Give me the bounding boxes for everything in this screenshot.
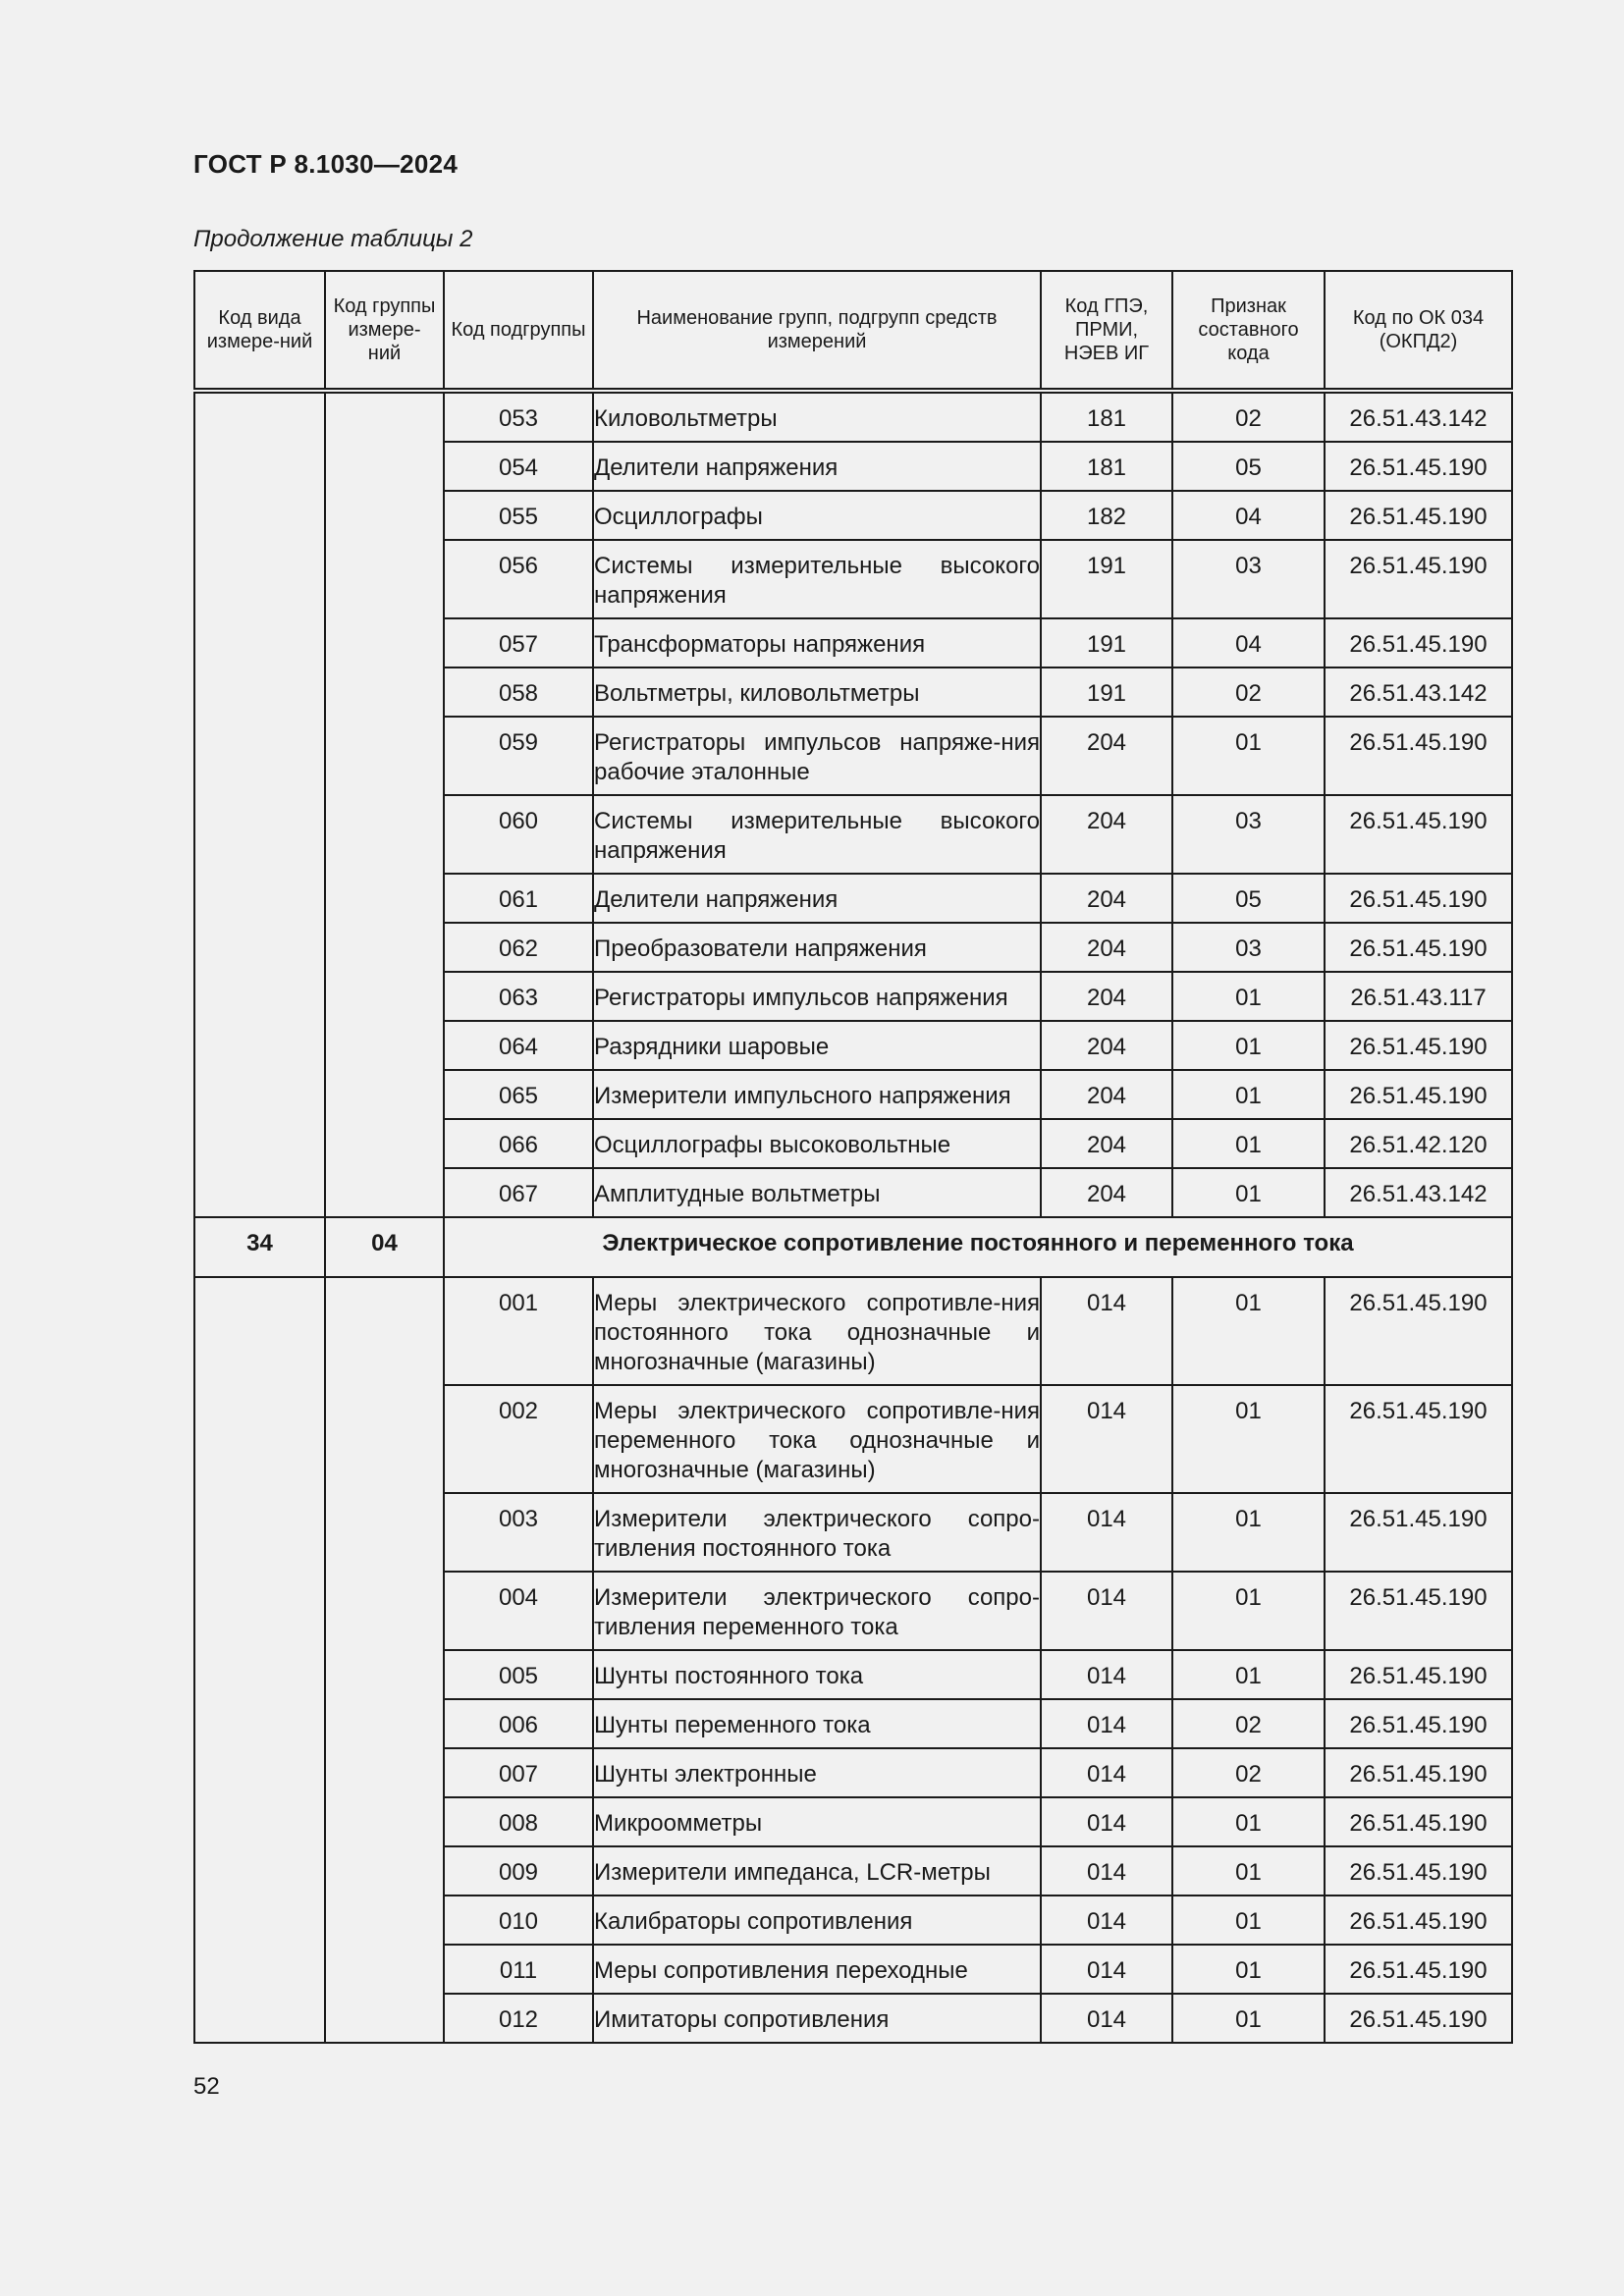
okpd-code-cell: 26.51.43.142	[1325, 1168, 1512, 1217]
gpe-code-cell: 181	[1041, 442, 1172, 491]
okpd-code-cell: 26.51.45.190	[1325, 874, 1512, 923]
okpd-code-cell: 26.51.43.142	[1325, 667, 1512, 717]
composite-sign-cell: 02	[1172, 1699, 1325, 1748]
header-composite-sign: Признак составного кода	[1172, 271, 1325, 391]
instrument-name-cell: Разрядники шаровые	[593, 1021, 1041, 1070]
subgroup-code-cell: 011	[444, 1945, 593, 1994]
table-row	[194, 1277, 1512, 1385]
composite-sign-cell: 01	[1172, 1119, 1325, 1168]
composite-sign-cell: 01	[1172, 1021, 1325, 1070]
subgroup-code-cell: 064	[444, 1021, 593, 1070]
composite-sign-cell: 05	[1172, 874, 1325, 923]
composite-sign-cell: 01	[1172, 1070, 1325, 1119]
subgroup-code-cell: 059	[444, 717, 593, 795]
group-code-cell-empty	[325, 391, 444, 1217]
header-name: Наименование групп, подгрупп средств измерений	[593, 271, 1041, 391]
instrument-name-cell: Системы измерительные высокого напряжения	[593, 540, 1041, 618]
okpd-code-cell: 26.51.45.190	[1325, 1021, 1512, 1070]
instrument-name-cell: Шунты переменного тока	[593, 1699, 1041, 1748]
subgroup-code-cell: 002	[444, 1385, 593, 1493]
instrument-name-cell: Измерители импульсного напряжения	[593, 1070, 1041, 1119]
subgroup-code-cell: 061	[444, 874, 593, 923]
composite-sign-cell: 01	[1172, 1385, 1325, 1493]
subgroup-code-cell: 009	[444, 1846, 593, 1896]
instrument-name-cell: Делители напряжения	[593, 442, 1041, 491]
subgroup-code-cell: 058	[444, 667, 593, 717]
gpe-code-cell: 204	[1041, 717, 1172, 795]
okpd-code-cell: 26.51.45.190	[1325, 795, 1512, 874]
subgroup-code-cell: 001	[444, 1277, 593, 1385]
instrument-name-cell: Калибраторы сопротивления	[593, 1896, 1041, 1945]
composite-sign-cell: 03	[1172, 923, 1325, 972]
okpd-code-cell: 26.51.45.190	[1325, 1846, 1512, 1896]
gpe-code-cell: 014	[1041, 1385, 1172, 1493]
instruments-table	[193, 270, 1513, 2044]
header-gpe-code: Код ГПЭ, ПРМИ, НЭЕВ ИГ	[1041, 271, 1172, 391]
instrument-name-cell: Осциллографы высоковольтные	[593, 1119, 1041, 1168]
okpd-code-cell: 26.51.45.190	[1325, 1070, 1512, 1119]
subgroup-code-cell: 056	[444, 540, 593, 618]
composite-sign-cell: 02	[1172, 1748, 1325, 1797]
okpd-code-cell: 26.51.45.190	[1325, 1699, 1512, 1748]
gpe-code-cell: 204	[1041, 1021, 1172, 1070]
header-group-code: Код группы измере-ний	[325, 271, 444, 391]
gpe-code-cell: 014	[1041, 1650, 1172, 1699]
composite-sign-cell: 05	[1172, 442, 1325, 491]
instrument-name-cell: Вольтметры, киловольтметры	[593, 667, 1041, 717]
subgroup-code-cell: 004	[444, 1572, 593, 1650]
okpd-code-cell: 26.51.45.190	[1325, 923, 1512, 972]
subgroup-code-cell: 063	[444, 972, 593, 1021]
gpe-code-cell: 014	[1041, 1493, 1172, 1572]
okpd-code-cell: 26.51.45.190	[1325, 1748, 1512, 1797]
gpe-code-cell: 191	[1041, 540, 1172, 618]
okpd-code-cell: 26.51.45.190	[1325, 1896, 1512, 1945]
table-row	[194, 391, 1512, 442]
composite-sign-cell: 01	[1172, 1797, 1325, 1846]
okpd-code-cell: 26.51.43.117	[1325, 972, 1512, 1021]
gpe-code-cell: 204	[1041, 795, 1172, 874]
gpe-code-cell: 014	[1041, 1797, 1172, 1846]
composite-sign-cell: 01	[1172, 972, 1325, 1021]
gpe-code-cell: 014	[1041, 1699, 1172, 1748]
instrument-name-cell: Регистраторы импульсов напряже-ния рабочие эталонные	[593, 717, 1041, 795]
header-kind-code: Код вида измере-ний	[194, 271, 325, 391]
instrument-name-cell: Делители напряжения	[593, 874, 1041, 923]
subgroup-code-cell: 007	[444, 1748, 593, 1797]
gpe-code-cell: 014	[1041, 1896, 1172, 1945]
composite-sign-cell: 01	[1172, 1994, 1325, 2043]
composite-sign-cell: 01	[1172, 1846, 1325, 1896]
gpe-code-cell: 204	[1041, 923, 1172, 972]
composite-sign-cell: 01	[1172, 1650, 1325, 1699]
table-caption: Продолжение таблицы 2	[193, 226, 473, 252]
gpe-code-cell: 182	[1041, 491, 1172, 540]
header-okpd-code: Код по ОК 034 (ОКПД2)	[1325, 271, 1512, 391]
subgroup-code-cell: 066	[444, 1119, 593, 1168]
section-kind-code: 34	[194, 1217, 325, 1277]
gpe-code-cell: 014	[1041, 1277, 1172, 1385]
gpe-code-cell: 181	[1041, 391, 1172, 442]
subgroup-code-cell: 008	[444, 1797, 593, 1846]
table-header-row	[194, 271, 1512, 391]
group-code-cell-empty	[325, 1277, 444, 2043]
subgroup-code-cell: 054	[444, 442, 593, 491]
subgroup-code-cell: 006	[444, 1699, 593, 1748]
composite-sign-cell: 04	[1172, 618, 1325, 667]
okpd-code-cell: 26.51.42.120	[1325, 1119, 1512, 1168]
composite-sign-cell: 01	[1172, 1493, 1325, 1572]
okpd-code-cell: 26.51.43.142	[1325, 391, 1512, 442]
instrument-name-cell: Измерители импеданса, LCR-метры	[593, 1846, 1041, 1896]
okpd-code-cell: 26.51.45.190	[1325, 1572, 1512, 1650]
section-title: Электрическое сопротивление постоянного и переменного тока	[444, 1217, 1512, 1277]
gpe-code-cell: 014	[1041, 1945, 1172, 1994]
subgroup-code-cell: 057	[444, 618, 593, 667]
instrument-name-cell: Микроомметры	[593, 1797, 1041, 1846]
kind-code-cell-empty	[194, 391, 325, 1217]
instrument-name-cell: Трансформаторы напряжения	[593, 618, 1041, 667]
composite-sign-cell: 03	[1172, 540, 1325, 618]
subgroup-code-cell: 067	[444, 1168, 593, 1217]
okpd-code-cell: 26.51.45.190	[1325, 1385, 1512, 1493]
instrument-name-cell: Осциллографы	[593, 491, 1041, 540]
okpd-code-cell: 26.51.45.190	[1325, 491, 1512, 540]
subgroup-code-cell: 062	[444, 923, 593, 972]
header-subgroup-code: Код подгруппы	[444, 271, 593, 391]
composite-sign-cell: 01	[1172, 1896, 1325, 1945]
composite-sign-cell: 01	[1172, 717, 1325, 795]
okpd-code-cell: 26.51.45.190	[1325, 717, 1512, 795]
subgroup-code-cell: 005	[444, 1650, 593, 1699]
instrument-name-cell: Преобразователи напряжения	[593, 923, 1041, 972]
gpe-code-cell: 204	[1041, 972, 1172, 1021]
composite-sign-cell: 02	[1172, 667, 1325, 717]
instrument-name-cell: Меры электрического сопротивле-ния переменного тока однозначные и многозначные (магазины)	[593, 1385, 1041, 1493]
gpe-code-cell: 204	[1041, 1070, 1172, 1119]
section-group-code: 04	[325, 1217, 444, 1277]
instrument-name-cell: Измерители электрического сопро-тивления постоянного тока	[593, 1493, 1041, 1572]
okpd-code-cell: 26.51.45.190	[1325, 1945, 1512, 1994]
gpe-code-cell: 191	[1041, 667, 1172, 717]
composite-sign-cell: 02	[1172, 391, 1325, 442]
gpe-code-cell: 204	[1041, 874, 1172, 923]
instrument-name-cell: Амплитудные вольтметры	[593, 1168, 1041, 1217]
instrument-name-cell: Шунты постоянного тока	[593, 1650, 1041, 1699]
composite-sign-cell: 01	[1172, 1168, 1325, 1217]
composite-sign-cell: 01	[1172, 1277, 1325, 1385]
gpe-code-cell: 204	[1041, 1168, 1172, 1217]
instrument-name-cell: Имитаторы сопротивления	[593, 1994, 1041, 2043]
instrument-name-cell: Меры электрического сопротивле-ния постоянного тока однозначные и многозначные (магазины)	[593, 1277, 1041, 1385]
subgroup-code-cell: 003	[444, 1493, 593, 1572]
okpd-code-cell: 26.51.45.190	[1325, 442, 1512, 491]
composite-sign-cell: 04	[1172, 491, 1325, 540]
composite-sign-cell: 01	[1172, 1572, 1325, 1650]
subgroup-code-cell: 055	[444, 491, 593, 540]
okpd-code-cell: 26.51.45.190	[1325, 1650, 1512, 1699]
instrument-name-cell: Меры сопротивления переходные	[593, 1945, 1041, 1994]
kind-code-cell-empty	[194, 1277, 325, 2043]
gpe-code-cell: 014	[1041, 1748, 1172, 1797]
subgroup-code-cell: 065	[444, 1070, 593, 1119]
gpe-code-cell: 191	[1041, 618, 1172, 667]
okpd-code-cell: 26.51.45.190	[1325, 1493, 1512, 1572]
section-row	[194, 1217, 1512, 1277]
gpe-code-cell: 014	[1041, 1846, 1172, 1896]
instrument-name-cell: Шунты электронные	[593, 1748, 1041, 1797]
okpd-code-cell: 26.51.45.190	[1325, 1797, 1512, 1846]
okpd-code-cell: 26.51.45.190	[1325, 540, 1512, 618]
instrument-name-cell: Системы измерительные высокого напряжения	[593, 795, 1041, 874]
okpd-code-cell: 26.51.45.190	[1325, 1277, 1512, 1385]
okpd-code-cell: 26.51.45.190	[1325, 1994, 1512, 2043]
gpe-code-cell: 204	[1041, 1119, 1172, 1168]
document-title: ГОСТ Р 8.1030—2024	[193, 149, 459, 179]
subgroup-code-cell: 010	[444, 1896, 593, 1945]
composite-sign-cell: 03	[1172, 795, 1325, 874]
instrument-name-cell: Киловольтметры	[593, 391, 1041, 442]
instrument-name-cell: Измерители электрического сопро-тивления переменного тока	[593, 1572, 1041, 1650]
instrument-name-cell: Регистраторы импульсов напряжения	[593, 972, 1041, 1021]
composite-sign-cell: 01	[1172, 1945, 1325, 1994]
page-number: 52	[193, 2073, 220, 2100]
subgroup-code-cell: 012	[444, 1994, 593, 2043]
gpe-code-cell: 014	[1041, 1994, 1172, 2043]
okpd-code-cell: 26.51.45.190	[1325, 618, 1512, 667]
subgroup-code-cell: 060	[444, 795, 593, 874]
gpe-code-cell: 014	[1041, 1572, 1172, 1650]
subgroup-code-cell: 053	[444, 391, 593, 442]
